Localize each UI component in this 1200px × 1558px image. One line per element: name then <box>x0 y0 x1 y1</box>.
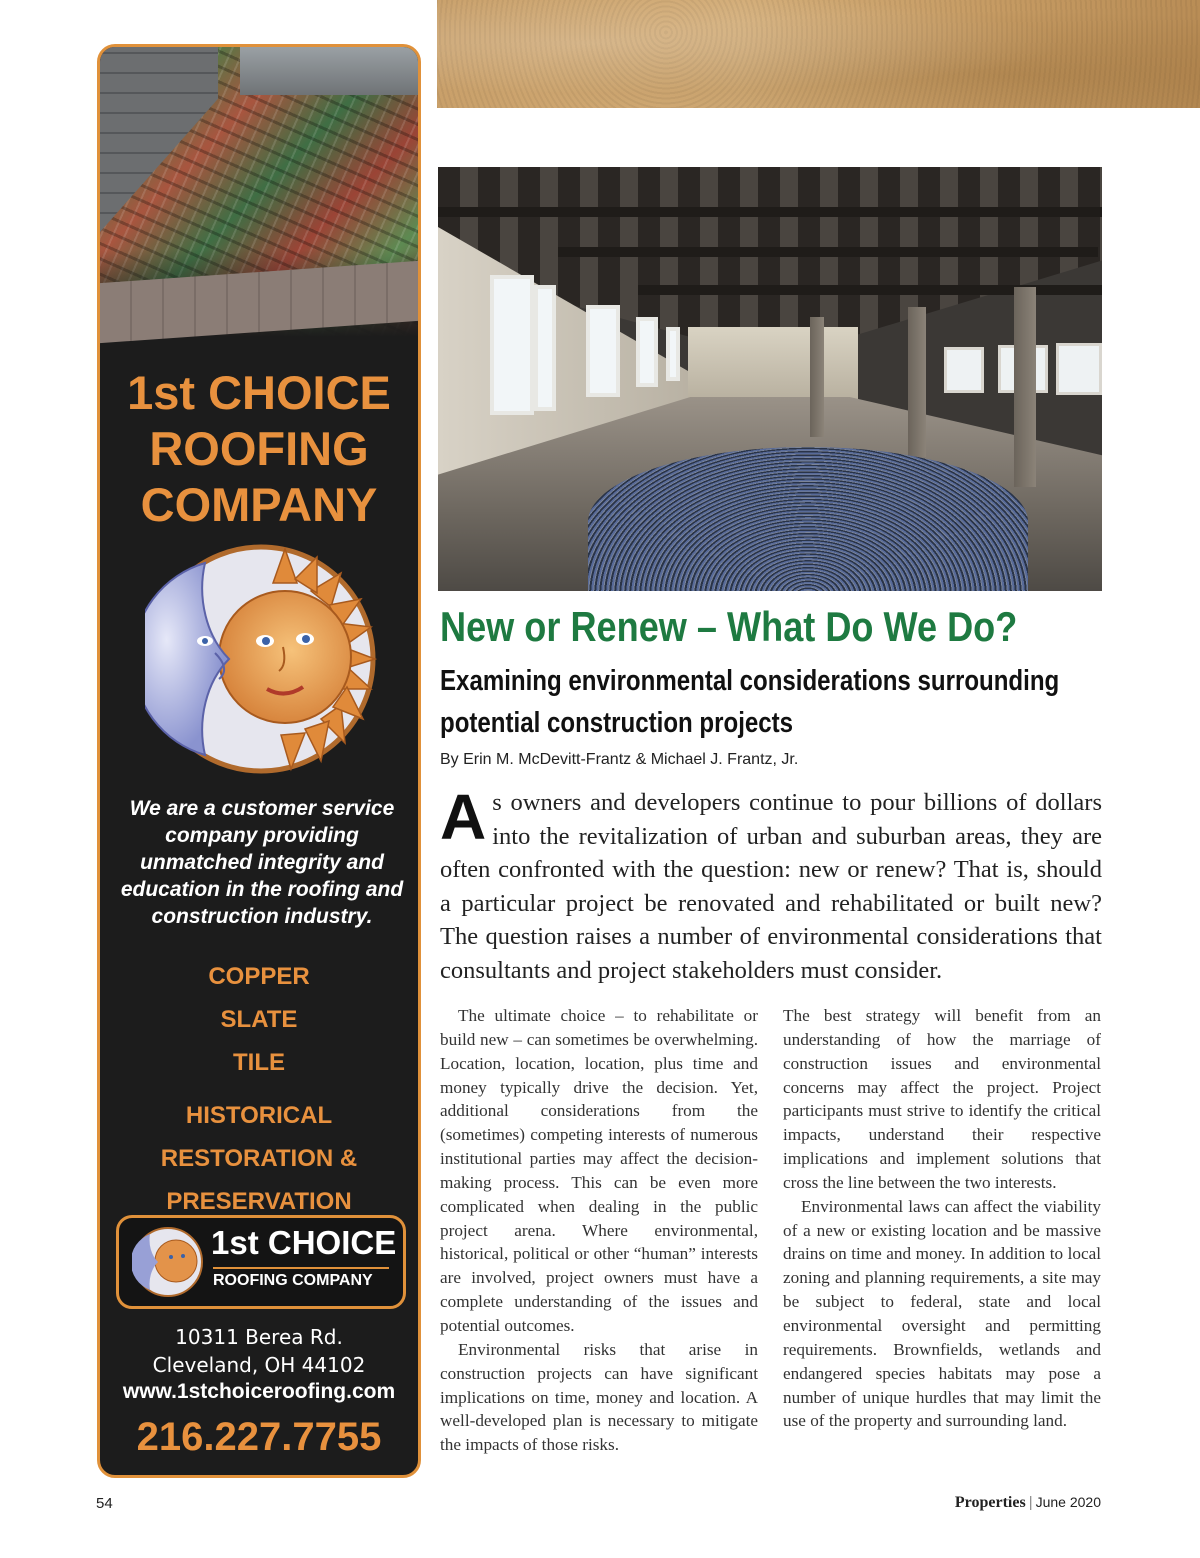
sun-moon-badge-icon <box>132 1226 204 1298</box>
ad-company-title <box>100 365 418 533</box>
service-item: COPPER <box>208 963 310 990</box>
photo-beam <box>558 247 1098 257</box>
specialty-line: HISTORICAL <box>185 1102 333 1129</box>
body-paragraph: The best strategy will benefit from an understanding of how the marriage of construction issues and environmental concerns may affect the project. Project participants must strive to identify the critical impacts, understand their respective implications and implement solutions that cross the line between the two interests. <box>783 1006 1101 1192</box>
service-item: SLATE <box>220 1006 298 1033</box>
address-street: 10311 Berea Rd. <box>175 1325 343 1349</box>
drop-cap: A <box>440 781 487 853</box>
parchment-texture-banner <box>437 0 1200 108</box>
sun-moon-logo-icon <box>145 543 377 775</box>
ad-services-list <box>100 955 418 1223</box>
service-item: TILE <box>233 1049 285 1076</box>
issue-date: June 2020 <box>1035 1494 1101 1510</box>
magazine-name: Properties <box>954 1494 1026 1511</box>
article-headline: New or Renew – What Do We Do? <box>440 603 1018 650</box>
lead-text: s owners and developers continue to pour billions of dollars into the revitalization of urban and suburban areas, they are often confronted with the question: new or renew? That is, should a particular project be renovated and rehabilitated or built new? The question raises a number of environmental considerations that consultants and project stakeholders must consider. <box>440 789 1102 984</box>
page-number: 54 <box>96 1495 113 1512</box>
address-city: Cleveland, OH 44102 <box>152 1353 366 1377</box>
photo-window <box>666 327 680 381</box>
photo-window <box>586 305 620 397</box>
photo-column <box>810 317 824 437</box>
ad-title-line: COMPANY <box>140 478 378 531</box>
company-badge <box>116 1215 406 1309</box>
photo-window <box>636 317 658 387</box>
article-subhead: Examining environmental considerations surrounding potential construction projects <box>440 665 1060 739</box>
ad-phone: 216.227.7755 <box>136 1415 382 1459</box>
roof-gutter <box>100 261 418 343</box>
body-paragraph: Environmental risks that arise in construction projects can have significant implications on time, money and location. A well-developed plan is necessary to mitigate the impacts of those risks. <box>440 1339 758 1455</box>
photo-back-wall <box>688 327 858 407</box>
article-byline: By Erin M. McDevitt-Frantz & Michael J. Frantz, Jr. <box>440 751 799 768</box>
photo-window <box>490 275 534 415</box>
photo-beam <box>438 207 1102 217</box>
badge-subtitle: ROOFING COMPANY <box>213 1272 373 1289</box>
renovation-interior-photo <box>438 167 1102 591</box>
roof-tile-photo <box>100 47 418 337</box>
article-column-right <box>783 1004 1101 1433</box>
ad-title-line: 1st CHOICE <box>127 366 391 419</box>
ad-address <box>100 1323 418 1379</box>
specialty-line: PRESERVATION <box>166 1188 352 1215</box>
roofing-advertisement <box>97 44 421 1478</box>
magazine-footer <box>955 1494 1101 1512</box>
photo-column <box>1014 287 1036 487</box>
article-lead-paragraph <box>440 781 1102 988</box>
photo-window <box>944 347 984 393</box>
body-paragraph: The ultimate choice – to rehabilitate or build new – can sometimes be overwhelming. Location, location, location, plus time and money typically drive the decision. Yet, additional considerations from the (sometimes) competing interests of numerous institutional parties may affect the decision-making process. This can be even more complicated when dealing in the public project arena. Where environmental, historical, political or other “human” interests are involved, project owners must have a complete understanding of the issues and potential outcomes. <box>440 1006 758 1335</box>
ad-website: www.1stchoiceroofing.com <box>122 1380 396 1403</box>
photo-column <box>908 307 926 457</box>
body-paragraph: Environmental laws can affect the viability of a new or existing location and be massive drains on time and money. In addition to local zoning and planning requirements, a site may be subject to federal, state and local environmental oversight and permitting requirements. Brownfields, wetlands and endangered species habitats may pose a number of unique hurdles that may limit the use of the property and surrounding land. <box>783 1196 1101 1431</box>
footer-separator: | <box>1028 1494 1033 1511</box>
ad-tagline: We are a customer service company providing unmatched integrity and education in the roofing and construction industry. <box>120 797 404 928</box>
badge-name: 1st CHOICE <box>211 1224 397 1261</box>
photo-window <box>1056 343 1102 395</box>
photo-window <box>534 285 556 411</box>
article-column-left <box>440 1004 758 1457</box>
specialty-line: RESTORATION & <box>160 1145 358 1172</box>
photo-wire-pile <box>588 447 1028 591</box>
badge-divider <box>213 1267 389 1269</box>
service-specialty <box>100 1094 418 1223</box>
roof-window <box>240 47 420 95</box>
ad-title-line: ROOFING <box>149 422 369 475</box>
roof-stone-wall <box>100 47 218 232</box>
